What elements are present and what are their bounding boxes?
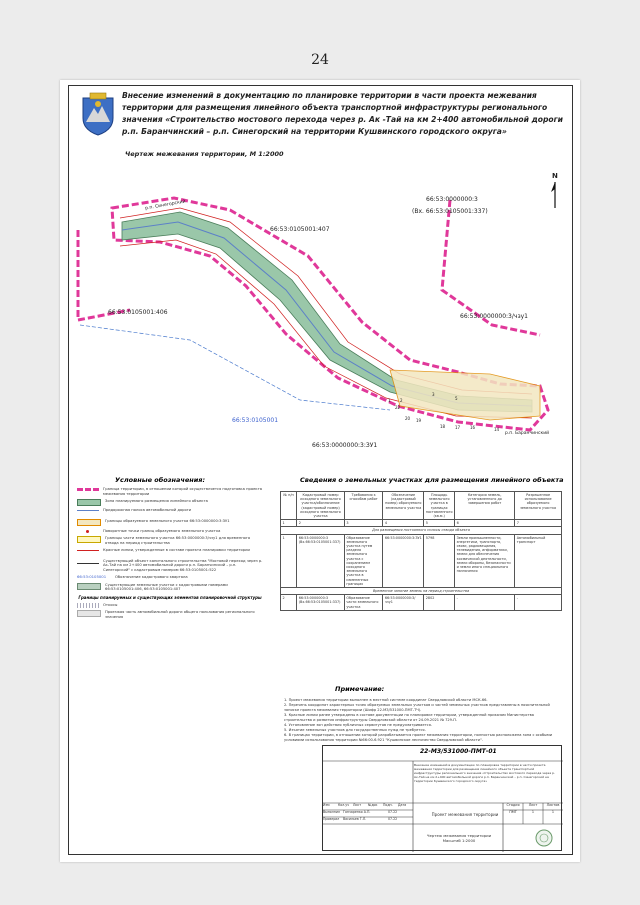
blue-line-icon — [77, 510, 99, 516]
point-label: 16 — [470, 425, 476, 430]
table-cell: 5798 — [424, 534, 455, 587]
stamp-sheet-name: Проект межевания территории — [431, 812, 499, 817]
black-line-icon — [77, 563, 99, 569]
legend-item: Зона планируемого размещения линейного объекта — [77, 499, 263, 506]
table-cell: 7 — [515, 520, 562, 527]
stamp-stage-values: ПМТ 1 1 — [509, 810, 555, 814]
red-line-icon — [77, 550, 99, 556]
table-title: Сведения о земельных участках для размещения линейного объекта — [300, 476, 564, 484]
point-label: 20 — [405, 416, 411, 421]
organization-seal-icon — [535, 829, 553, 847]
table-cell: Земли промышленности, энергетики, транспорта, связи, радиовещания, телевидения, информатики, земли для обеспечения космической деятельности, земли обороны, безопасности и земли иного специального назначения — [455, 534, 515, 587]
table-cell: 1 — [281, 520, 297, 527]
note-item: 5. Изъятие земельных участков для государственных нужд не требуется. — [284, 728, 426, 732]
stamp-row: Проверил Васильев Г.Л. 07.22 — [323, 817, 398, 821]
table-section: Для размещения постоянного полосы отвода объекта — [281, 527, 562, 534]
stamp-stage-headers: Стадия Лист Листов — [506, 803, 560, 807]
table-cell: Образование части земельного участка — [344, 595, 383, 611]
yellow-box-icon — [77, 536, 101, 543]
map-label-town-top: р.п. Синегорский — [144, 199, 187, 212]
table-cell: - — [455, 595, 515, 611]
boundary-left — [78, 230, 130, 320]
point-label: 19 — [416, 418, 422, 423]
map-label-town-bottom: р.п. Баранчинский — [505, 431, 550, 436]
point-label: 3 — [432, 392, 435, 397]
map-label-parcel-3-sub: (Вх. 66:53:0105001:337) — [412, 208, 488, 215]
stamp-drawing-name: Чертеж межевания территории Масштаб 1:2000 — [426, 833, 492, 843]
orange-box-icon — [77, 519, 101, 526]
legend-item: Граница территории, в отношении которой осуществляется подготовка проекта межевания территории — [77, 487, 263, 496]
table-header: Категория земель, установленного до завершения работ — [455, 492, 515, 520]
table-cell: 1 — [281, 534, 297, 587]
north-label: N — [552, 172, 558, 180]
legend-item: Существующие земельные участки с кадастровыми номерами 66:53:0105001:406, 66:53:0105001:407 — [77, 583, 263, 592]
table-section-row — [281, 588, 562, 595]
table-header: Требования к способам работ — [344, 492, 383, 520]
legend-item: Поворотные точки границ образуемого земельного участка — [77, 529, 263, 534]
notes-title: Примечание: — [335, 685, 385, 693]
legend — [77, 487, 263, 622]
legend-item: 66:53:0105001 Обозначение кадастрового квартала — [77, 573, 188, 579]
gray-green-box-icon — [77, 583, 101, 590]
page-number: 24 — [311, 52, 329, 68]
note-item: 4. Установление зон действия публичных сервитутов не предусматривается. — [284, 723, 432, 727]
note-item: 1. Проект межевания территории выполнен в местной системе координат Свердловской области МСК-66. — [284, 698, 488, 702]
table-cell: 4 — [383, 520, 424, 527]
table-cell: 2 — [297, 520, 345, 527]
land-parcels-table — [280, 491, 562, 611]
note-item: 6. В границах территории, в отношении которой разрабатывается проект межевания территории, полностью расположена зона с особыми условиями использования территории №66:00-6.921 "Кушвинское лесничество Свердловской области". — [284, 733, 553, 742]
point-label: 22 — [395, 405, 401, 410]
slope-hatch-icon — [77, 603, 99, 608]
table-header: № п/п — [281, 492, 297, 520]
table-cell: 2 — [281, 595, 297, 611]
stamp-description: Внесение изменений в документацию по планировке территории в части проекта межевания территории для размещения линейного объекта транспортной инфраструктуры регионального значения «Строительство мостового перехода через р. Ак-Тай на км 2+400 автомобильной дороги р.п. Баранчинский – р.п. Синегорский на территории Кушвинского городского округа» — [414, 763, 556, 783]
legend-item: Границы образуемого земельного участка 66:53:0000000:3:ЗУ1 — [77, 519, 263, 526]
legend-title: Условные обозначения: — [115, 476, 206, 484]
map-label-quarter: 66:53:0105001 — [232, 417, 279, 424]
point-label: 14 — [494, 427, 500, 432]
legend-item: Проезжая часть автомобильной дороги общего пользования регионального значения — [77, 610, 263, 619]
legend-item: Красные линии, утвержденные в составе проекта планировки территории — [77, 548, 263, 556]
road-surface-icon — [77, 610, 101, 617]
quarter-code-symbol: 66:53:0105001 — [77, 573, 107, 579]
table-header-row — [281, 492, 562, 520]
point-label: 5 — [455, 396, 458, 401]
table-cell: 2802 — [424, 595, 455, 611]
table-section: Временное занятие земель на период строительства — [281, 588, 562, 595]
note-item: 3. Красные линии ранее утверждены в составе документации по планировке территории, утвержденной приказом Министерства строительства и развития инфраструктуры Свердловской области от 24.09.2021 № 729-П. — [284, 713, 534, 722]
table-section-row — [281, 527, 562, 534]
map-label-parcel-chzu1: 66:53:0000000:3/чзу1 — [460, 313, 528, 320]
note-item: 2. Перечень координат характерных точек образуемых земельных участков и частей земельных участков представлены в пояснительной записке проекта межевания территории (Шифр 22-МЗ/531000-ПМТ-ТЧ). — [284, 703, 550, 712]
legend-item: Придорожная полоса автомобильной дороги — [77, 508, 263, 516]
table-header: Обозначение (кадастровый номер) образуемого земельного участка — [383, 492, 424, 520]
green-zone-icon — [77, 499, 101, 506]
table-row — [281, 534, 562, 587]
map-label-parcel-3zu1: 66:53:0000000:3:ЗУ1 — [312, 442, 378, 449]
coat-of-arms-icon — [80, 92, 116, 136]
table-header: Разрешенное использование образуемого земельного участка — [515, 492, 562, 520]
table-cell: - — [515, 595, 562, 611]
drawing-subtitle: Чертеж межевания территории, М 1:2000 — [125, 150, 284, 158]
table-cell: 66:53:0000000:3 (Вх.66:53:0105001:337) — [297, 595, 345, 611]
table-row — [281, 520, 562, 527]
drawing-code: 22-МЗ/531000-ПМТ-01 — [420, 748, 497, 755]
map-label-parcel-406: 66:53:0105001:406 — [108, 309, 168, 316]
table-cell: 6 — [455, 520, 515, 527]
point-label: 18 — [440, 424, 446, 429]
pink-dashed-line-icon — [77, 488, 99, 496]
notes-list — [284, 698, 562, 743]
table-cell: 66:53:0000000:3:ЗУ1 — [383, 534, 424, 587]
table-row — [281, 595, 562, 611]
stamp-row: Выполнил Гончаренко А.П. 07.22 — [323, 810, 398, 814]
table-cell: Автомобильный транспорт — [515, 534, 562, 587]
point-label: 2 — [400, 398, 403, 403]
document-title: Внесение изменений в документацию по планировке территории в части проекта межевания территории для размещения линейного объекта транспортной инфраструктуры регионального значения «Строительство мостового перехода через р. Ак -Тай на км 2+400 автомобильной дороги р.п. Баранчинский – р.п. Синегорский на территории Кушвинского городского округа» — [122, 91, 563, 136]
point-label: 1 — [388, 398, 391, 403]
legend-item: Границы части земельного участка 66:53:0000000:3/чзу1 для временного отвода на период строительства — [77, 536, 263, 545]
point-label: 17 — [455, 425, 461, 430]
table-cell: 3 — [344, 520, 383, 527]
table-header: Площадь земельного участка в границах поставленного (кв.м.) — [425, 493, 453, 519]
table-cell: Образование земельного участка путем раздела земельного участка с сохранением исходного земельного участка в измененных границах — [344, 534, 383, 587]
red-dot-icon — [77, 529, 99, 534]
legend-item: Существующий объект капитального строительства "Мостовой переход через р. Ак-Тай на км 2+400 автомобильной дороги р.п. Баранчинский – р.п. Синегорский" с кадастровым номером 66:53:0105001:522 — [77, 559, 263, 573]
legend-item: Откосы — [77, 603, 263, 608]
table-cell: 66:53:0000000:3/чзу1 — [383, 595, 424, 611]
table-cell: 66:53:0000000:3 (Вх.66:53:0105001:337) — [297, 534, 345, 587]
table-header: Кадастровый номер исходного земельного участка/обозначение (кадастровый номер) исходного земельного участка — [297, 492, 345, 520]
stamp-col-headers: Изм Кол.уч Лист №док Подп. Дата — [323, 803, 407, 807]
legend-subheading: Границы планируемых и существующих элементов планировочной структуры — [78, 594, 262, 600]
table-cell: 5 — [424, 520, 455, 527]
map-label-parcel-407: 66:53:0105001:407 — [270, 226, 330, 233]
map-label-parcel-3: 66:53:0000000:3 — [426, 196, 478, 203]
